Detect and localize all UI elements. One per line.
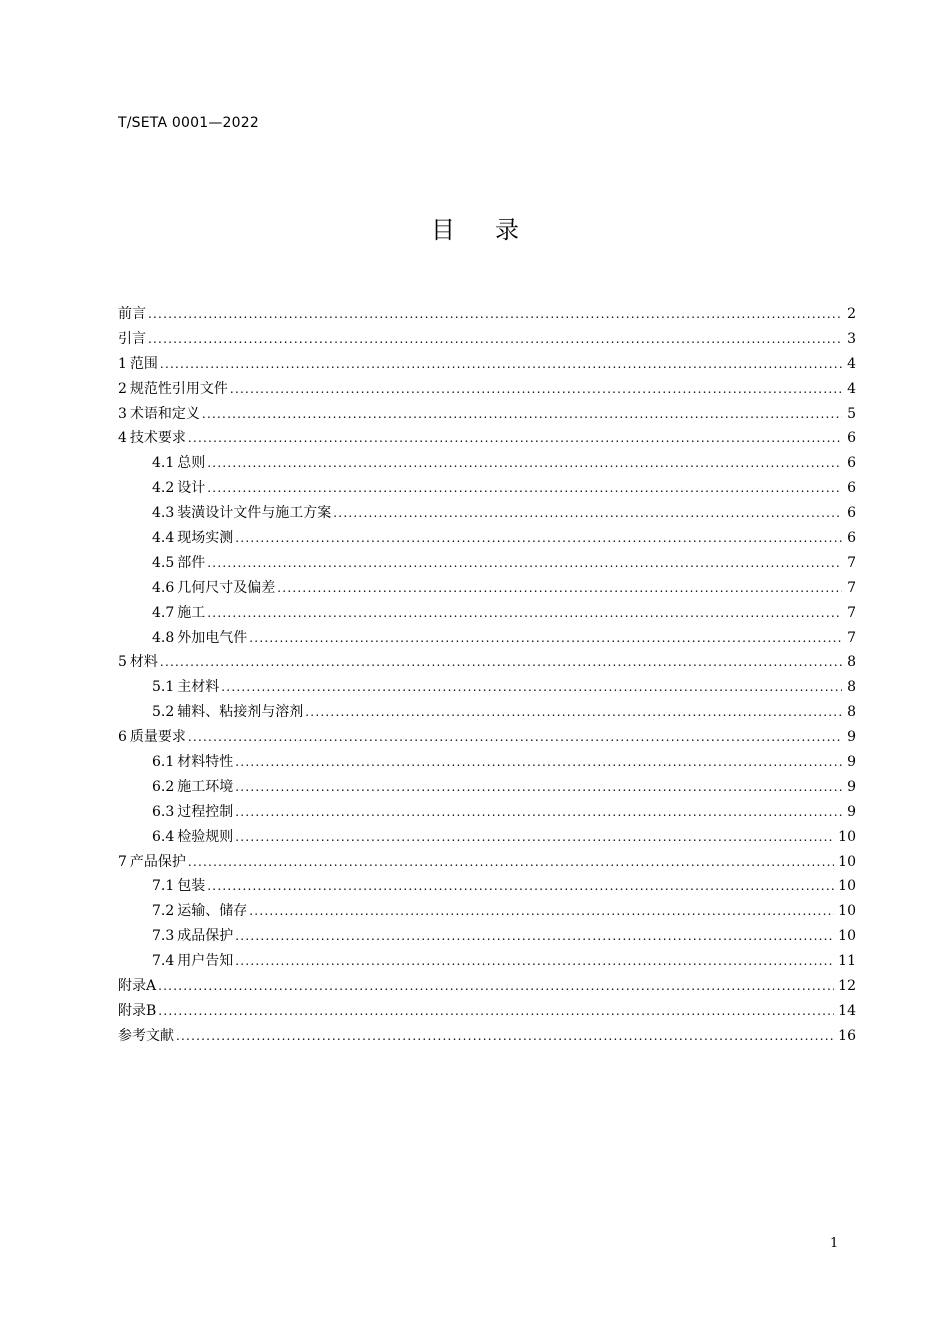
toc-entry[interactable] xyxy=(118,650,856,675)
toc-entry-number: 7.3 xyxy=(152,928,175,945)
toc-dot-leader xyxy=(160,352,842,377)
toc-entry[interactable] xyxy=(118,999,856,1024)
toc-entry-number: 4.8 xyxy=(152,629,175,646)
toc-dot-leader xyxy=(188,426,842,451)
toc-entry-page: 10 xyxy=(838,903,856,920)
toc-entry-label: 辅料、粘接剂与溶剂 xyxy=(177,704,304,721)
toc-entry[interactable] xyxy=(118,576,856,601)
toc-entry-page: 9 xyxy=(847,803,856,820)
toc-entry-page: 10 xyxy=(838,878,856,895)
toc-entry[interactable] xyxy=(118,476,856,501)
toc-entry-label: 产品保护 xyxy=(129,853,186,870)
toc-dot-leader xyxy=(188,850,834,875)
toc-entry-page: 10 xyxy=(838,928,856,945)
toc-dot-leader xyxy=(160,650,842,675)
toc-dot-leader xyxy=(235,526,842,551)
toc-entry-number: 4.7 xyxy=(152,604,175,621)
toc-entry-page: 6 xyxy=(847,505,856,522)
toc-entry-number: 6.1 xyxy=(152,754,175,771)
toc-entry-label: 施工环境 xyxy=(177,778,234,795)
toc-entry-page: 12 xyxy=(838,978,856,995)
toc-entry[interactable] xyxy=(118,725,856,750)
toc-entry-label: 设计 xyxy=(177,480,206,497)
toc-dot-leader xyxy=(249,899,834,924)
toc-dot-leader xyxy=(202,402,842,427)
toc-entry[interactable] xyxy=(118,402,856,427)
toc-dot-leader xyxy=(277,576,842,601)
toc-entry-number: 7 xyxy=(118,853,127,870)
toc-dot-leader xyxy=(188,725,842,750)
toc-entry-number: 6.4 xyxy=(152,828,175,845)
toc-dot-leader xyxy=(235,924,834,949)
toc-entry[interactable] xyxy=(118,1024,856,1049)
toc-entry-label: 规范性引用文件 xyxy=(129,380,228,397)
toc-entry[interactable] xyxy=(118,426,856,451)
toc-entry-label: 质量要求 xyxy=(129,729,186,746)
toc-dot-leader xyxy=(176,1024,834,1049)
toc-entry[interactable] xyxy=(118,451,856,476)
toc-entry-page: 10 xyxy=(838,853,856,870)
toc-entry-label: 总则 xyxy=(177,455,206,472)
toc-entry[interactable] xyxy=(118,775,856,800)
toc-entry-label: 检验规则 xyxy=(177,828,234,845)
toc-entry-label: 术语和定义 xyxy=(129,405,200,422)
toc-dot-leader xyxy=(207,601,842,626)
toc-entry-page: 9 xyxy=(847,778,856,795)
toc-dot-leader xyxy=(148,327,842,352)
toc-entry[interactable] xyxy=(118,700,856,725)
toc-entry[interactable] xyxy=(118,949,856,974)
toc-entry-number: 5.1 xyxy=(152,679,175,696)
toc-entry-label: 用户告知 xyxy=(177,953,234,970)
toc-dot-leader xyxy=(207,476,842,501)
toc-entry[interactable] xyxy=(118,974,856,999)
toc-dot-leader xyxy=(148,302,842,327)
toc-entry[interactable] xyxy=(118,352,856,377)
toc-entry-label: 现场实测 xyxy=(177,530,234,547)
toc-entry-page: 7 xyxy=(847,629,856,646)
toc-entry[interactable] xyxy=(118,501,856,526)
toc-dot-leader xyxy=(235,949,834,974)
toc-entry-label: 附录B xyxy=(118,1002,157,1019)
document-code: T/SETA 0001—2022 xyxy=(118,115,259,131)
toc-entry-number: 4.4 xyxy=(152,530,175,547)
page-number: 1 xyxy=(830,1236,839,1251)
toc-entry-number: 1 xyxy=(118,355,127,372)
toc-dot-leader xyxy=(333,501,842,526)
toc-entry-label: 包装 xyxy=(177,878,206,895)
toc-entry[interactable] xyxy=(118,899,856,924)
toc-entry-page: 14 xyxy=(838,1002,856,1019)
toc-entry-label: 施工 xyxy=(177,604,206,621)
toc-entry-label: 外加电气件 xyxy=(177,629,248,646)
toc-entry-label: 材料特性 xyxy=(177,754,234,771)
toc-entry-label: 参考文献 xyxy=(118,1027,174,1044)
toc-entry-label: 引言 xyxy=(118,330,146,347)
toc-entry[interactable] xyxy=(118,924,856,949)
toc-entry-page: 11 xyxy=(838,953,856,970)
toc-entry-number: 7.4 xyxy=(152,953,175,970)
toc-entry-label: 范围 xyxy=(129,355,158,372)
toc-entry-number: 7.2 xyxy=(152,903,175,920)
toc-entry-page: 7 xyxy=(847,554,856,571)
toc-entry[interactable] xyxy=(118,551,856,576)
toc-entry-number: 6 xyxy=(118,729,127,746)
table-of-contents xyxy=(118,302,856,1049)
toc-entry-page: 4 xyxy=(847,355,856,372)
toc-entry-label: 过程控制 xyxy=(177,803,234,820)
toc-dot-leader xyxy=(235,775,842,800)
toc-entry-page: 6 xyxy=(847,480,856,497)
toc-entry-label: 成品保护 xyxy=(177,928,234,945)
toc-entry-number: 4.5 xyxy=(152,554,175,571)
toc-entry-label: 装潢设计文件与施工方案 xyxy=(177,505,332,522)
toc-dot-leader xyxy=(158,974,834,999)
toc-dot-leader xyxy=(235,800,842,825)
toc-entry-number: 4.6 xyxy=(152,579,175,596)
toc-entry[interactable] xyxy=(118,825,856,850)
page-title: 目录 xyxy=(431,216,559,244)
toc-dot-leader xyxy=(221,675,842,700)
toc-entry-page: 16 xyxy=(838,1027,856,1044)
toc-entry-number: 5 xyxy=(118,654,127,671)
toc-entry-page: 4 xyxy=(847,380,856,397)
toc-entry[interactable] xyxy=(118,675,856,700)
toc-entry-page: 9 xyxy=(847,729,856,746)
toc-entry[interactable] xyxy=(118,526,856,551)
toc-entry-label: 附录A xyxy=(118,978,157,995)
toc-entry-page: 3 xyxy=(847,330,856,347)
toc-entry-page: 6 xyxy=(847,530,856,547)
toc-entry-page: 10 xyxy=(838,828,856,845)
toc-entry[interactable] xyxy=(118,800,856,825)
toc-entry[interactable] xyxy=(118,850,856,875)
toc-entry-number: 6.2 xyxy=(152,778,175,795)
toc-dot-leader xyxy=(207,551,842,576)
toc-dot-leader xyxy=(249,626,842,651)
toc-entry-label: 主材料 xyxy=(177,679,220,696)
toc-entry-label: 技术要求 xyxy=(129,430,186,447)
toc-entry[interactable] xyxy=(118,874,856,899)
toc-entry[interactable] xyxy=(118,327,856,352)
toc-entry-number: 4.3 xyxy=(152,505,175,522)
toc-entry-page: 7 xyxy=(847,579,856,596)
toc-entry[interactable] xyxy=(118,302,856,327)
toc-dot-leader xyxy=(230,377,842,402)
toc-entry-number: 2 xyxy=(118,380,127,397)
toc-dot-leader xyxy=(305,700,842,725)
toc-entry-page: 6 xyxy=(847,430,856,447)
toc-entry-page: 6 xyxy=(847,455,856,472)
toc-entry-page: 9 xyxy=(847,754,856,771)
toc-entry-page: 7 xyxy=(847,604,856,621)
toc-entry-label: 运输、储存 xyxy=(177,903,248,920)
toc-entry[interactable] xyxy=(118,750,856,775)
toc-entry[interactable] xyxy=(118,626,856,651)
toc-entry-number: 4 xyxy=(118,430,127,447)
toc-entry-number: 7.1 xyxy=(152,878,175,895)
toc-entry[interactable] xyxy=(118,377,856,402)
toc-entry-page: 8 xyxy=(847,654,856,671)
toc-entry-label: 部件 xyxy=(177,554,206,571)
toc-entry-page: 2 xyxy=(847,306,856,322)
toc-entry-label: 几何尺寸及偏差 xyxy=(177,579,276,596)
toc-dot-leader xyxy=(207,874,834,899)
toc-dot-leader xyxy=(235,825,834,850)
toc-dot-leader xyxy=(235,750,842,775)
toc-entry-number: 3 xyxy=(118,405,127,422)
toc-dot-leader xyxy=(207,451,842,476)
toc-entry-page: 8 xyxy=(847,704,856,721)
toc-dot-leader xyxy=(158,999,834,1024)
toc-entry-page: 8 xyxy=(847,679,856,696)
toc-entry-label: 前言 xyxy=(118,306,146,322)
toc-entry-number: 4.2 xyxy=(152,480,175,497)
toc-entry-page: 5 xyxy=(847,405,856,422)
toc-entry[interactable] xyxy=(118,601,856,626)
toc-entry-label: 材料 xyxy=(129,654,158,671)
toc-entry-number: 6.3 xyxy=(152,803,175,820)
toc-entry-number: 4.1 xyxy=(152,455,175,472)
toc-entry-number: 5.2 xyxy=(152,704,175,721)
